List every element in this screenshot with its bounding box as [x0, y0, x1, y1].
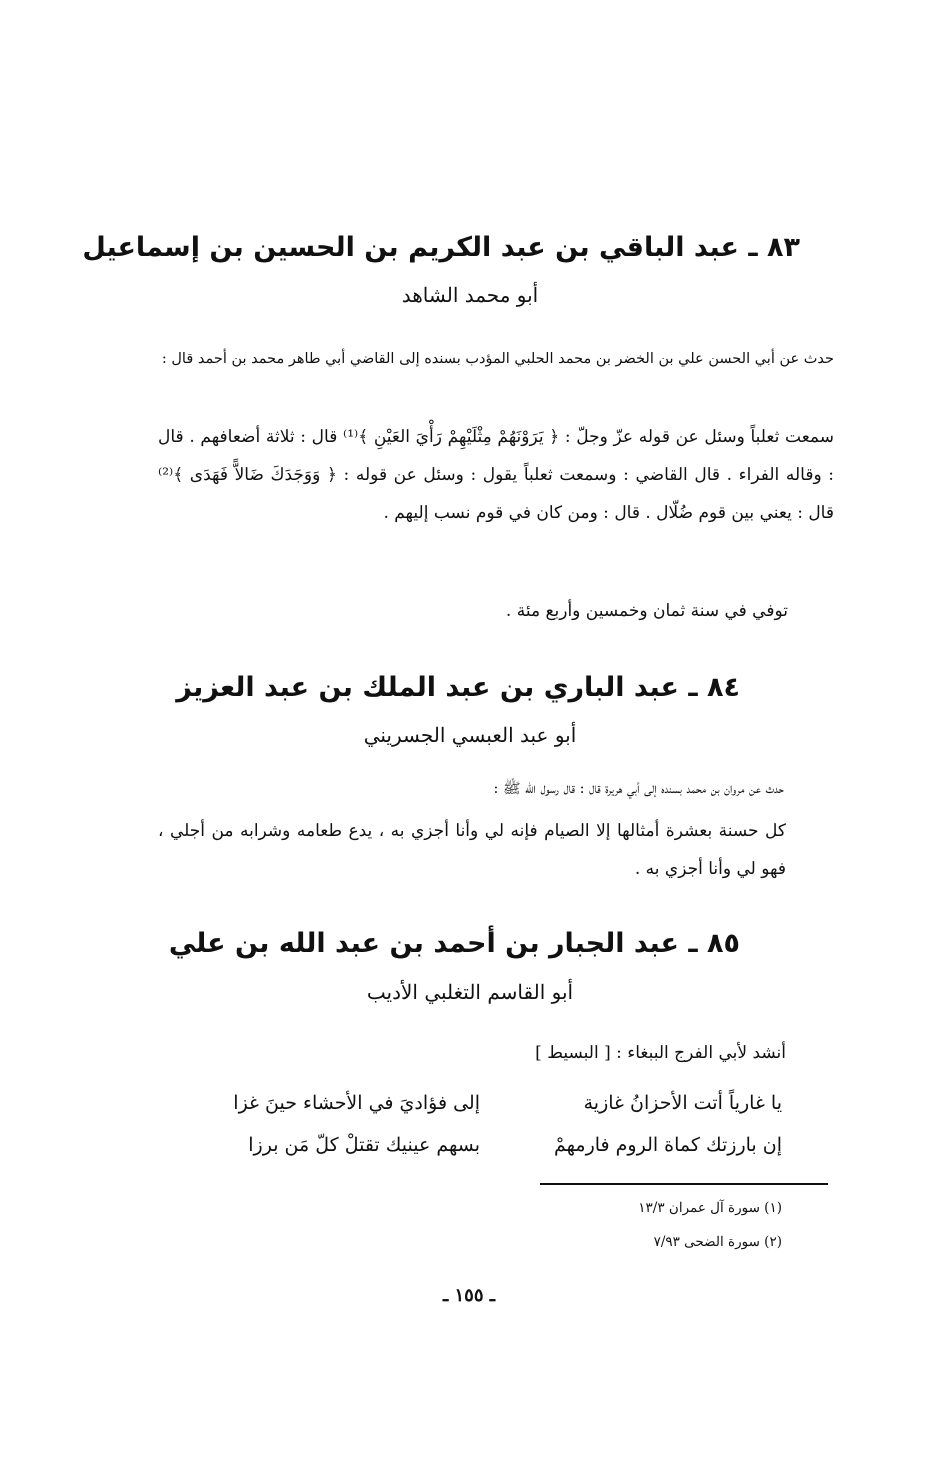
entry-83-kunya: أبو محمد الشاهد — [401, 283, 539, 307]
entry-84-hadith: كل حسنة بعشرة أمثالها إلا الصيام فإنه لي وأنا أجزي به ، يدع طعامه وشرابه من أجلي ، فهو لي وأنا أجزي به . — [158, 821, 786, 879]
entry-85-heading: ٨٥ ـ عبد الجبار بن أحمد بن عبد الله بن علي — [168, 928, 740, 959]
entry-83-heading: ٨٣ ـ عبد الباقي بن عبد الكريم بن الحسين بن إسماعيل — [82, 232, 800, 263]
entry-84-heading: ٨٤ ـ عبد الباري بن عبد الملك بن عبد العزيز — [176, 672, 740, 703]
footnote-separator — [540, 1183, 828, 1185]
footnote-2: (٢) سورة الضحى ٧/٩٣ — [653, 1234, 782, 1250]
entry-83-isnad: حدث عن أبي الحسن علي بن الخضر بن محمد الحلبي المؤدب بسنده إلى القاضي أبي طاهر محمد بن أحمد قال : — [161, 351, 834, 367]
footnote-1: (١) سورة آل عمران ١٣/٣ — [638, 1200, 782, 1216]
entry-85-poem-intro: أنشد لأبي الفرج الببغاء : [ البسيط ] — [535, 1043, 786, 1063]
entry-84-kunya: أبو عبد العبسي الجسريني — [363, 723, 577, 747]
verse-1-first-hemistich: يا غارياً أتت الأحزانُ غازية — [583, 1092, 782, 1114]
verse-2-second-hemistich: بسهم عينيك تقتلْ كلّ مَن برزا — [248, 1134, 480, 1156]
verse-1-second-hemistich: إلى فؤاديَ في الأحشاء حينَ غزا — [233, 1092, 480, 1114]
page-number: ـ ١٥٥ ـ — [442, 1285, 496, 1306]
verse-2-first-hemistich: إن بارزتك كماة الروم فارمهمْ — [553, 1134, 782, 1156]
entry-83-death-note: توفي في سنة ثمان وخمسين وأربع مئة . — [505, 601, 788, 621]
entry-85-kunya: أبو القاسم التغلبي الأديب — [366, 980, 574, 1004]
entry-83-paragraph: سمعت ثعلباً وسئل عن قوله عزّ وجلّ : ﴿ يَرَوْنَهُمْ مِثْلَيْهِمْ رَأْيَ العَيْنِ ﴾⁽¹⁾ قال : ثلاثة أضعافهم . قال : وقاله الفراء . قال القاضي : وسمعت ثعلباً يقول : وسئل عن قوله : ﴿ وَوَجَدَكَ ضَالاًّ فَهَدَى ﴾⁽²⁾ قال : يعني بين قوم ضُلّال . قال : ومن كان في قوم نسب إليهم . — [158, 427, 834, 523]
entry-84-isnad: حدث عن مروان بن محمد بسنده إلى أبي هريرة قال : قال رسول الله ﷺ : — [493, 781, 784, 797]
